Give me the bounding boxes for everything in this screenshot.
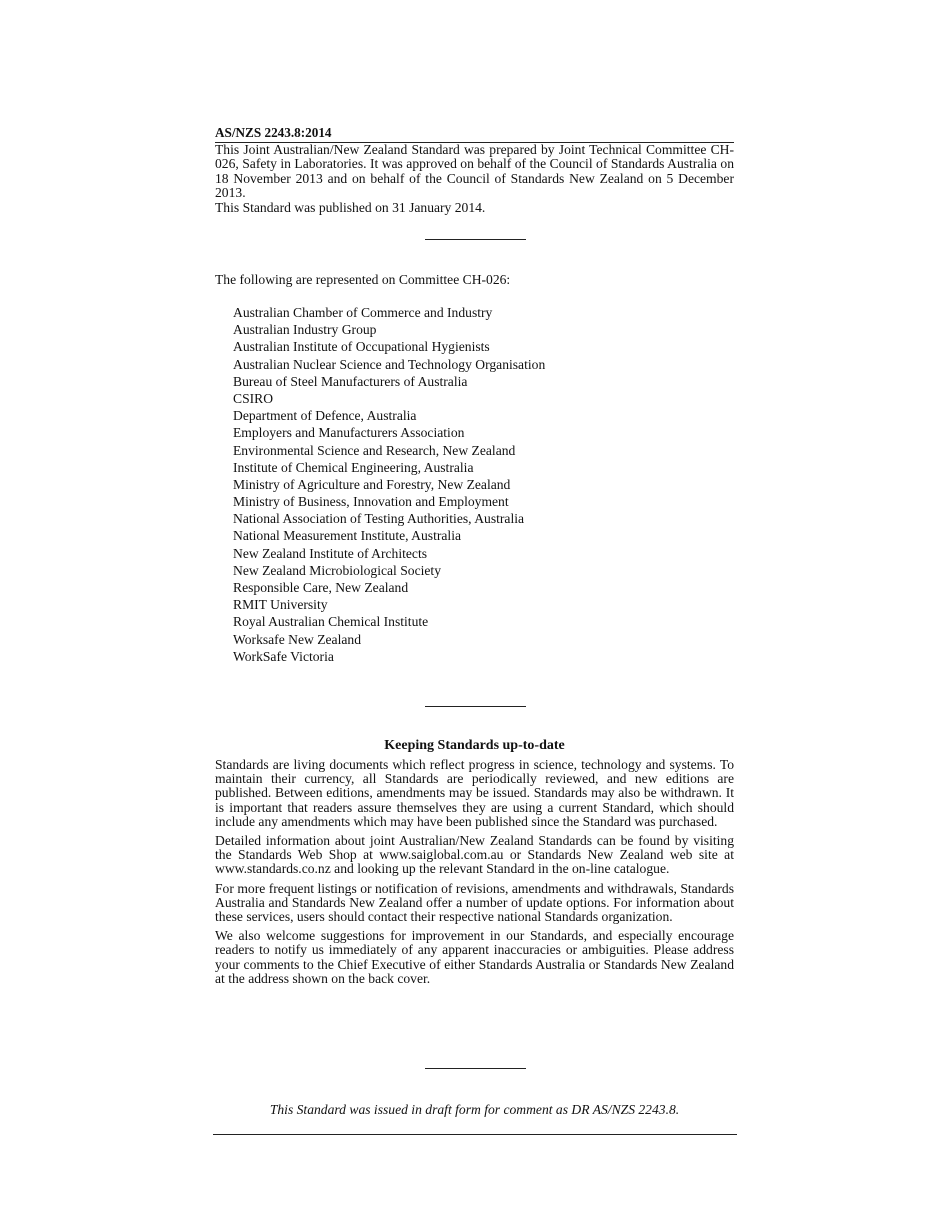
committee-member: CSIRO (233, 390, 274, 406)
committee-member: RMIT University (233, 597, 328, 613)
section-divider (425, 706, 526, 707)
body-paragraph: Standards are living documents which reflect progress in science, technology and systems. To maintain their currency, all Standards are periodically reviewed, and new editions are published. Between editions, amendments may be issued. Standards may also be withdrawn. It is important that readers assure themselves they are using a current Standard, which should include any amendments which may have been published since the Standard was purchased. (215, 757, 734, 829)
committee-member: Environmental Science and Research, New Zealand (233, 442, 516, 458)
keeping-standards-heading: Keeping Standards up-to-date (384, 738, 565, 753)
committee-member: Australian Institute of Occupational Hygienists (233, 339, 490, 355)
committee-member: Australian Nuclear Science and Technology Organisation (233, 356, 546, 372)
body-paragraph: We also welcome suggestions for improvement in our Standards, and especially encourage readers to notify us immediately of any apparent inaccuracies or ambiguities. Please address your comments to the Chief Executive of either Standards Australia or Standards New Zealand at the address shown on the back cover. (215, 928, 734, 986)
committee-member: Worksafe New Zealand (233, 631, 361, 647)
committee-member: WorkSafe Victoria (233, 648, 334, 664)
body-paragraph: For more frequent listings or notification of revisions, amendments and withdrawals, Standards Australia and Standards New Zealand offer a number of update options. For information about these services, users should contact their respective national Standards organization. (215, 880, 734, 925)
committee-member: New Zealand Institute of Architects (233, 545, 428, 561)
committee-member: New Zealand Microbiological Society (233, 562, 441, 578)
committee-member: National Association of Testing Authorities, Australia (233, 511, 525, 527)
section-divider (425, 239, 526, 240)
committee-member: Ministry of Business, Innovation and Employment (233, 494, 509, 510)
preparation-statement (215, 143, 734, 215)
committee-intro: The following are represented on Committee CH-026: (215, 272, 511, 287)
committee-member: National Measurement Institute, Australia (233, 528, 462, 544)
publication-date-paragraph: This Standard was published on 31 January 2014. (215, 199, 486, 215)
committee-member: Bureau of Steel Manufacturers of Australia (233, 373, 468, 389)
committee-member: Australian Industry Group (233, 322, 377, 338)
preparation-paragraph: This Joint Australian/New Zealand Standard was prepared by Joint Technical Committee CH-026, Safety in Laboratories. It was approved on behalf of the Council of Standards Australia on 18 November 2013 and on behalf of the Council of Standards New Zealand on 5 December 2013. (215, 142, 734, 201)
committee-member: Institute of Chemical Engineering, Australia (233, 459, 474, 475)
committee-member: Responsible Care, New Zealand (233, 580, 409, 595)
keeping-standards-body (215, 758, 734, 991)
committee-member-list (233, 304, 545, 665)
committee-member: Department of Defence, Australia (233, 408, 417, 424)
committee-member: Employers and Manufacturers Association (233, 425, 465, 441)
draft-note: This Standard was issued in draft form for comment as DR AS/NZS 2243.8. (269, 1102, 680, 1117)
committee-member: Ministry of Agriculture and Forestry, New Zealand (233, 476, 511, 492)
document-identifier: AS/NZS 2243.8:2014 (215, 125, 734, 143)
page-bottom-rule (213, 1134, 737, 1135)
committee-member: Royal Australian Chemical Institute (233, 614, 429, 630)
body-paragraph: Detailed information about joint Australian/New Zealand Standards can be found by visiting the Standards Web Shop at www.saiglobal.com.au or Standards New Zealand web site at www.standards.co.nz and looking up the relevant Standard in the on-line catalogue. (215, 833, 734, 877)
committee-member: Australian Chamber of Commerce and Industry (233, 305, 493, 320)
section-divider (425, 1068, 526, 1069)
